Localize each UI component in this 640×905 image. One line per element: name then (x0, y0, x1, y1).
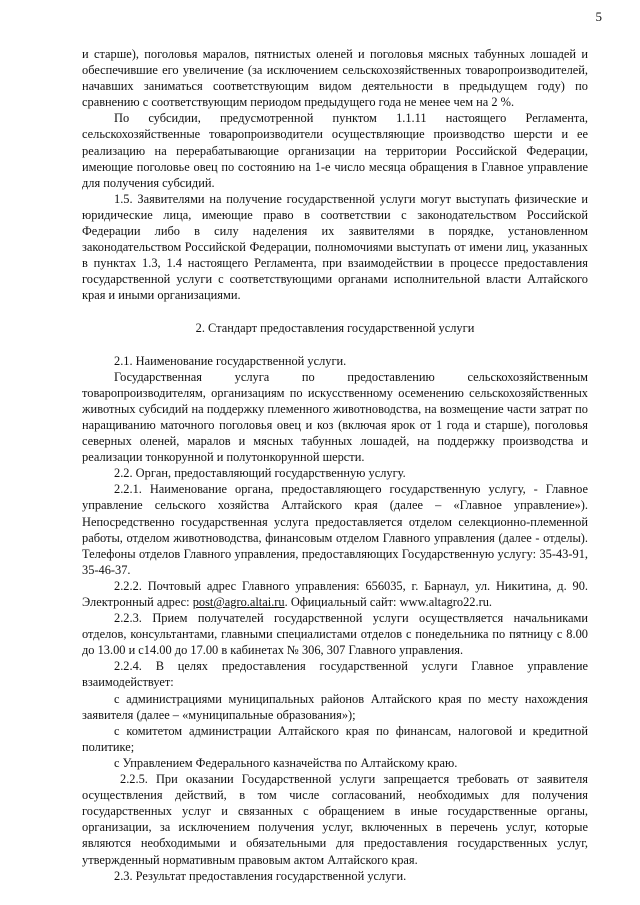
section-heading: 2. Стандарт предоставления государственной услуги (195, 320, 475, 335)
address-text: 2.2.2. Почтовый адрес Главного управления: 656035, г. Барнаул, ул. Никитина, д. 90. Электронный адрес: (82, 578, 588, 609)
paragraph-continuation: и старше), поголовья маралов, пятнистых оленей и поголовья мясных табунных лошадей и обеспечившие его увеличение (за исключением сельскохозяйственных товаропроизводителей, начавших заниматься соответствующим видом деятельности в предыдущем году) по сравнению с соответствующим периодом предыдущего года не менее чем на 2 %. (82, 47, 588, 110)
website-text: . Официальный сайт: www.altagro22.ru. (284, 595, 492, 609)
paragraph-2-2: 2.2. Орган, предоставляющий государственную услугу. (114, 466, 406, 481)
paragraph-2-2-4: 2.2.4. В целях предоставления государственной услуги Главное управление взаимодействует: (82, 659, 588, 690)
paragraph-2-3: 2.3. Результат предоставления государственной услуги. (114, 868, 407, 883)
paragraph-2-2-5: 2.2.5. При оказании Государственной услуги запрещается требовать от заявителя осуществления действий, в том числе согласований, необходимых для получения государственных услуг и связанных с обращением в иные государственные органы, организации, за исключением получения услуг, включенных в перечень услуг, которые являются необходимыми и обязательными для предоставления государственных услуг, утвержденный нормативным правовым актом Алтайского края. (82, 772, 588, 867)
paragraph-2-2-1: 2.2.1. Наименование органа, предоставляющего государственную услугу, - Главное управление сельского хозяйства Алтайского края (далее – «Главное управление»). Непосредственно государственная услуга предоставляется отделом селекционно-племенной работы, отделом животноводства, финансовым отделом Главного управления (далее - отделы). Телефоны отделов Главного управления, предоставляющих Государственную услугу: 35-43-91, 35-46-37. (82, 482, 588, 577)
paragraph-2-1: 2.1. Наименование государственной услуги. (114, 353, 347, 368)
paragraph-1-5: 1.5. Заявителями на получение государственной услуги могут выступать физические и юридические лица, имеющие право в соответствии с законодательством Российской Федерации либо в силу наделения их заявителями в порядке, установленном законодательством Российской Федерации, полномочиями выступать от имени лиц, указанных в пунктах 1.3, 1.4 настоящего Регламента, при взаимодействии в процессе предоставления государственной услуги с соответствующими органами исполнительной власти Алтайского края и иными организациями. (82, 191, 588, 303)
paragraph-subsidy-wool: По субсидии, предусмотренной пунктом 1.1.11 настоящего Регламента, сельскохозяйственные товаропроизводители осуществляющие производство шерсти и ее реализацию на перерабатывающие организации на территории Российской Федерации, имеющие поголовье овец по состоянию на 1-е число месяца обращения в Главное управление для получения субсидий. (82, 111, 588, 190)
paragraph-2-2-3: 2.2.3. Прием получателей государственной услуги осуществляется начальниками отделов, консультантами, главными специалистами отделов с понедельника по пятницу с 8.00 до 13.00 и с14.00 до 17.00 в кабинетах № 306, 307 Главного управления. (82, 611, 588, 658)
list-item-finance-committee: с комитетом администрации Алтайского края по финансам, налоговой и кредитной политике; (82, 723, 588, 754)
paragraph-service-description: Государственная услуга по предоставлению сельскохозяйственным товаропроизводителям, организациям по искусственному осеменению сельскохозяйственных животных субсидий на поддержку племенного животноводства, на возмещение части затрат по наращиванию маточного поголовья овец и коз (включая ярок от 1 года и старше), поголовья северных оленей, маралов и мясных табунных лошадей, на поддержку производства и реализации тонкорунной и полутонкорунной шерсти. (82, 369, 588, 465)
list-item-municipal: с администрациями муниципальных районов Алтайского края по месту нахождения заявителя (далее – «муниципальные образования»); (82, 691, 588, 722)
email-link[interactable]: post@agro.altai.ru (192, 595, 285, 609)
page-number: 5 (595, 9, 602, 24)
paragraph-2-2-2 (82, 578, 588, 610)
list-item-treasury: с Управлением Федерального казначейства по Алтайскому краю. (114, 755, 458, 770)
document-body (82, 46, 588, 884)
